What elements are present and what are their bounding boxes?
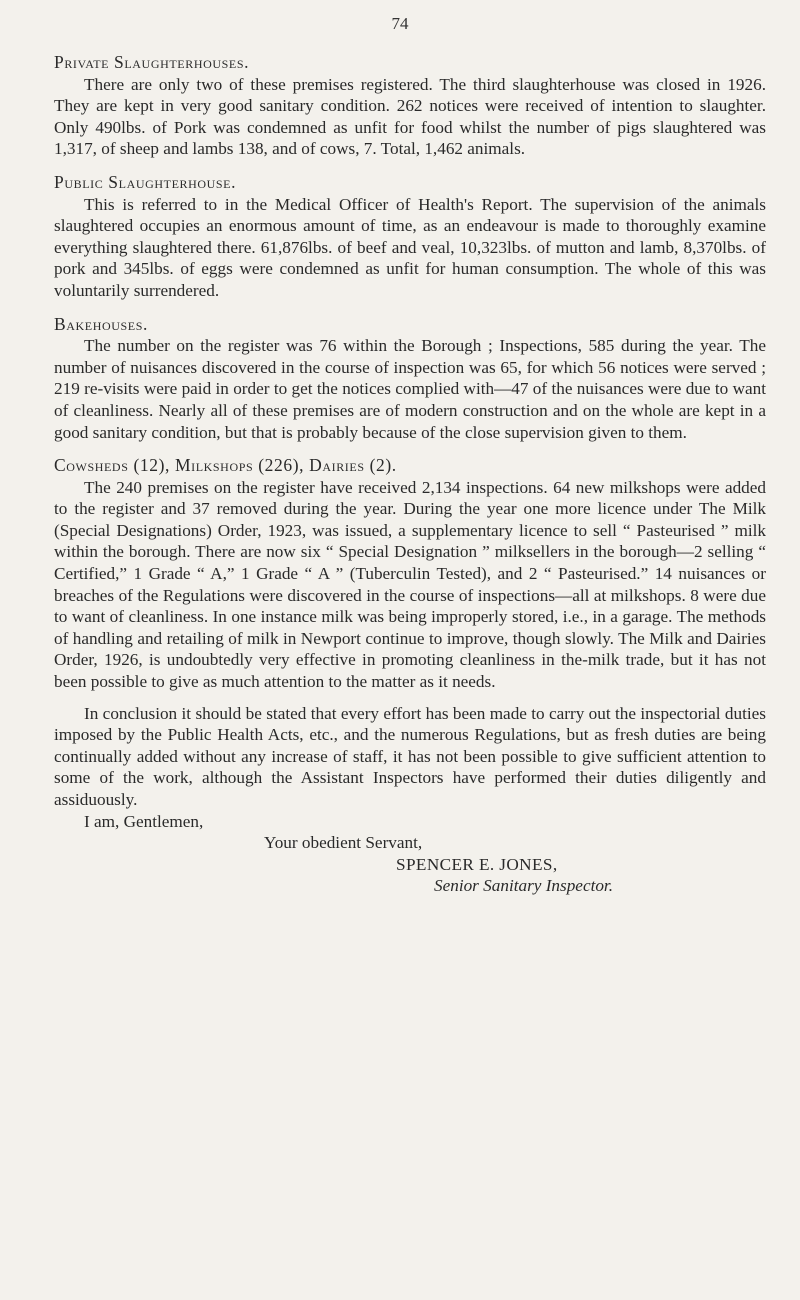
- paragraph: The 240 premises on the register have received 2,134 inspections. 64 new milkshops were added to the register and 37 removed during the year. During the year one more licence under The Milk (Special Designations) Order, 1923, was issued, a supplementary licence to sell “ Pasteurised ” milk within the borough. There are now six “ Special Designation ” milksellers in the borough—2 selling “ Certified,” 1 Grade “ A,” 1 Grade “ A ” (Tuberculin Tested), and 2 “ Pasteurised.” 14 nuisances or breaches of the Regulations were discovered in the course of inspections—all at milkshops. 8 were due to want of cleanliness. In one instance milk was being improperly stored, i.e., in a garage. The methods of handling and retailing of milk in Newport continue to improve, though slowly. The Milk and Dairies Order, 1926, is undoubtedly very effective in promoting cleanliness in the-milk trade, but it has not been possible to give as much attention to the matter as it needs.: [54, 477, 766, 692]
- paragraph: There are only two of these premises registered. The third slaughterhouse was closed in 1926. They are kept in very good sanitary condition. 262 notices were received of intention to slaughter. Only 490lbs. of Pork was condemned as unfit for food whilst the number of pigs slaughtered was 1,317, of sheep and lambs 138, and of cows, 7. Total, 1,462 animals.: [54, 74, 766, 159]
- signatory-title: Senior Sanitary Inspector.: [434, 876, 614, 896]
- section-public-slaughterhouse: [54, 172, 766, 302]
- section-heading: Private Slaughterhouses.: [54, 52, 250, 72]
- document-body: [54, 52, 766, 897]
- section-bakehouses: [54, 314, 766, 444]
- signature-block: [54, 811, 766, 897]
- section-cowsheds-milkshops-dairies: [54, 455, 766, 811]
- section-heading: Bakehouses.: [54, 313, 148, 334]
- section-private-slaughterhouses: [54, 52, 766, 160]
- page-number: 74: [391, 14, 409, 33]
- section-heading: Cowsheds (12), Milkshops (226), Dairies (2).: [54, 455, 397, 476]
- valediction: Your obedient Servant,: [264, 833, 423, 853]
- signatory-name: SPENCER E. JONES,: [396, 854, 558, 874]
- paragraph: This is referred to in the Medical Officer of Health's Report. The supervision of the animals slaughtered occupies an enormous amount of time, as an endeavour is made to thoroughly examine everything slaughtered there. 61,876lbs. of beef and veal, 10,323lbs. of mutton and lamb, 8,370lbs. of pork and 345lbs. of eggs were condemned as unfit for human consumption. The whole of this was voluntarily surrendered.: [54, 194, 766, 300]
- section-heading: Public Slaughterhouse.: [54, 171, 237, 192]
- salutation: I am, Gentlemen,: [84, 811, 204, 831]
- paragraph: The number on the register was 76 within the Borough ; Inspections, 585 during the year. The number of nuisances discovered in the course of inspection was 65, for which 56 notices were served ; 219 re-visits were paid in order to get the notices complied with—47 of the nuisances were due to want of cleanliness. Nearly all of these premises are of modern construction and on the whole are kept in a good sanitary condition, but that is probably because of the close supervision given to them.: [54, 336, 766, 442]
- paragraph-conclusion: In conclusion it should be stated that every effort has been made to carry out the inspectorial duties imposed by the Public Health Acts, etc., and the numerous Regulations, but as fresh duties are being continually added without any increase of staff, it has not been possible to give sufficient attention to some of the work, although the Assistant Inspectors have performed their duties diligently and assiduously.: [54, 703, 766, 809]
